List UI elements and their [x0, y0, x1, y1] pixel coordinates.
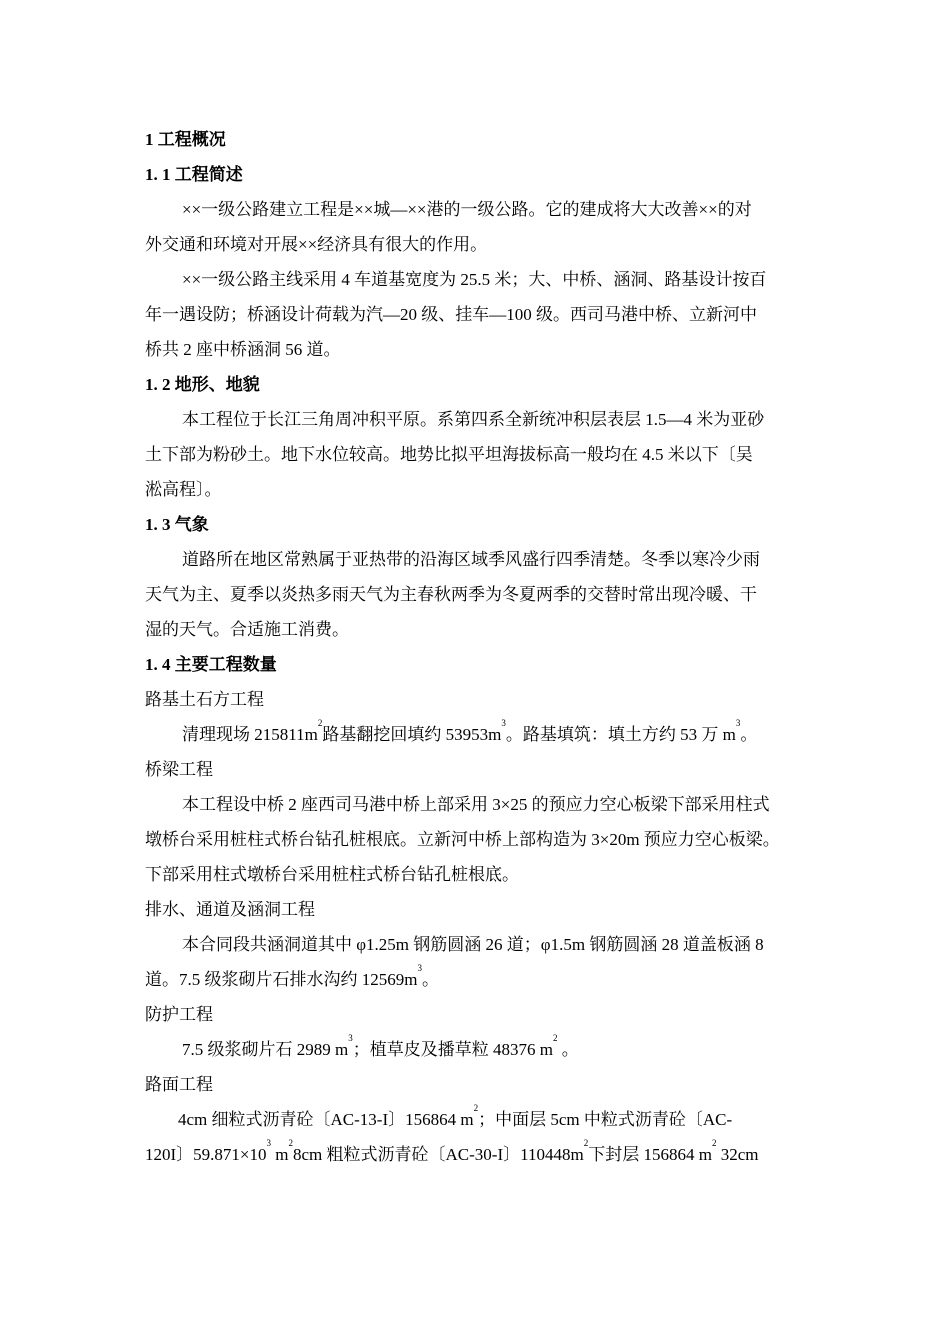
paragraph-line: 道。7.5 级浆砌片石排水沟约 $12569m^3$。	[145, 963, 439, 989]
section-1-2-title: 1. 2 地形、地貌	[145, 375, 260, 394]
paragraph-line: 道路所在地区常熟属于亚热带的沿海区域季风盛行四季清楚。冬季以寒冷少雨	[182, 550, 760, 569]
paragraph-line: ××一级公路主线采用 4 车道基宽度为 25.5 米；大、中桥、涵洞、路基设计按百	[182, 270, 767, 289]
paragraph-line: 淞高程〕。	[145, 480, 222, 499]
paragraph-line: 桥共 2 座中桥涵洞 56 道。	[145, 340, 341, 359]
paragraph-line: 天气为主、夏季以炎热多雨天气为主春秋两季为冬夏两季的交替时常出现冷暖、干	[145, 585, 757, 604]
paragraph-line: 年一遇设防；桥涵设计荷载为汽—20 级、挂车—100 级。西司马港中桥、立新河中	[145, 305, 757, 324]
paragraph-line: 本工程设中桥 2 座西司马港中桥上部采用 3×25 的预应力空心板梁下部采用柱式	[182, 795, 770, 814]
section-1-3-title: 1. 3 气象	[145, 515, 209, 534]
paragraph-line: ××一级公路建立工程是××城—××港的一级公路。它的建成将大大改善××的对	[182, 200, 752, 219]
paragraph-line: 湿的天气。合适施工消费。	[145, 620, 349, 639]
subgrade-label: 路基土石方工程	[145, 690, 264, 709]
subgrade-quantities: 清理现场 $215811m^2$路基翻挖回填约 $53953m^3$。路基填筑：填土方约 53 万 $m^3$。	[182, 718, 758, 744]
heading-1: 1 工程概况	[145, 130, 226, 149]
drainage-label: 排水、通道及涵洞工程	[145, 900, 315, 919]
paragraph-line: 4cm 细粒式沥青砼〔AC-13-I〕156864 $m^2$；中面层 5cm 中粒式沥青砼〔AC-	[178, 1103, 733, 1129]
paragraph-line: 本合同段共涵洞道其中 φ1.25m 钢筋圆涵 26 道；φ1.5m 钢筋圆涵 28 道盖板涵 8	[182, 935, 764, 954]
paragraph-line: 墩桥台采用桩柱式桥台钻孔桩根底。立新河中桥上部构造为 3×20m 预应力空心板梁。	[145, 830, 780, 849]
protection-quantities: 7.5 级浆砌片石 2989 $m^3$；植草皮及播草粒 48376 $m^2$ 。	[182, 1033, 579, 1059]
paragraph-line: 120I〕$59.871\times 10^3$ $m^28cm$ 粗粒式沥青砼〔AC-30-I〕$110448m^2$下封层 156864 $m^2$ 32cm	[145, 1138, 759, 1164]
paragraph-line: 土下部为粉砂土。地下水位较高。地势比拟平坦海拔标高一般均在 4.5 米以下〔吴	[145, 445, 753, 464]
pavement-label: 路面工程	[145, 1075, 213, 1094]
document-page	[145, 120, 845, 1172]
protection-label: 防护工程	[145, 1005, 213, 1024]
paragraph-line: 下部采用柱式墩桥台采用桩柱式桥台钻孔桩根底。	[145, 865, 519, 884]
paragraph-line: 本工程位于长江三角周冲积平原。系第四系全新统冲积层表层 1.5—4 米为亚砂	[182, 410, 765, 429]
section-1-4-title: 1. 4 主要工程数量	[145, 655, 277, 674]
bridge-label: 桥梁工程	[145, 760, 213, 779]
paragraph-line: 外交通和环境对开展××经济具有很大的作用。	[145, 235, 488, 254]
section-1-1-title: 1. 1 工程简述	[145, 165, 243, 184]
